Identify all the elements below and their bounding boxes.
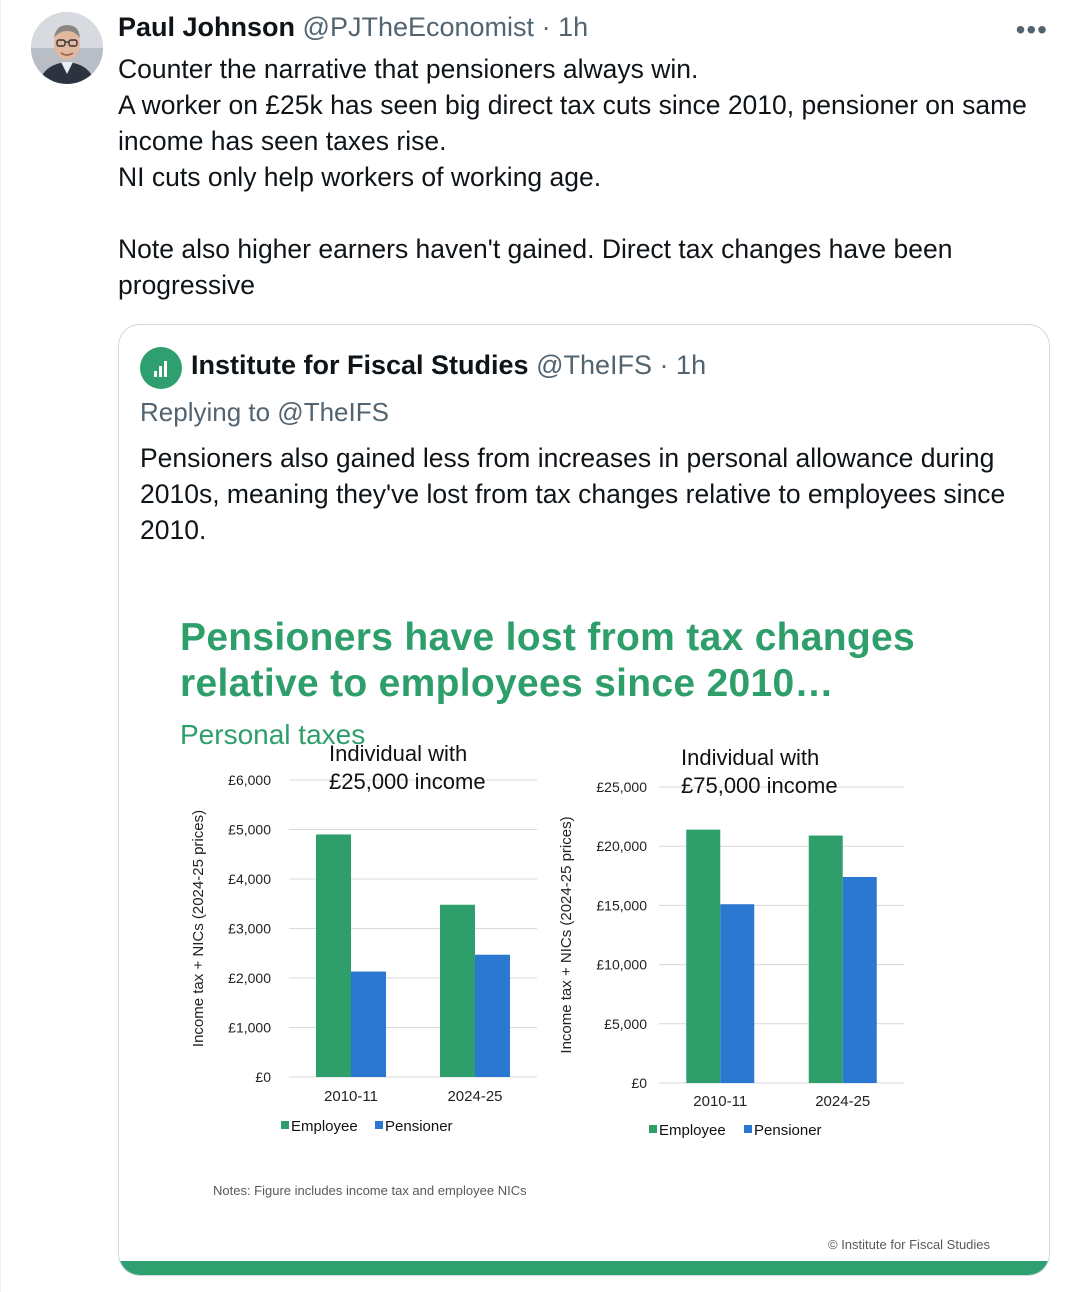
x-tick-label: 2010-11 [693,1093,748,1110]
legend-label: Employee [659,1122,726,1139]
separator-dot: · [541,12,551,42]
quoted-author-handle: @TheIFS [536,350,653,380]
y-tick-label: £15,000 [596,897,647,914]
quoted-tweet[interactable] [118,324,1050,1276]
y-tick-label: £0 [631,1075,647,1091]
y-tick-label: £5,000 [228,821,271,838]
y-tick-label: £6,000 [228,772,271,788]
tweet-header [118,12,1054,46]
figure-title: Pensioners have lost from tax changes relative to employees since 2010… [180,616,916,705]
x-tick-label: 2010-11 [324,1088,378,1105]
chart-title: £75,000 income [681,773,838,798]
bar-pensioner [843,877,877,1083]
figure-subtitle: Personal taxes [180,719,366,750]
ifs-logo-icon [140,347,182,389]
y-tick-label: £20,000 [596,838,647,855]
author-name[interactable]: Paul Johnson [118,12,296,42]
bar-employee [316,834,351,1077]
legend-label: Pensioner [754,1122,822,1139]
legend-swatch-pensioner [375,1121,383,1129]
legend-swatch-employee [281,1121,289,1129]
y-axis-label: Income tax + NICs (2024-25 prices) [558,816,575,1054]
author-handle[interactable]: @PJTheEconomist [302,12,535,42]
bar-employee [440,905,475,1077]
bar-pensioner [351,972,386,1077]
y-axis-label: Income tax + NICs (2024-25 prices) [190,809,207,1048]
quoted-tweet-text: Pensioners also gained less from increases in personal allowance during 2010s, meaning they've lost from tax changes relative to employees since 2010. [140,443,1006,545]
tweet-line: NI cuts only help workers of working age. [118,162,602,192]
author-avatar[interactable] [31,12,103,84]
figure-copyright: © Institute for Fiscal Studies [828,1237,991,1252]
y-tick-label: £10,000 [596,956,647,973]
quoted-timestamp: 1h [676,350,707,380]
tweet-text [118,51,1038,303]
y-tick-label: £2,000 [228,970,271,986]
avatar-photo-icon [31,12,103,84]
y-tick-label: £25,000 [596,779,647,795]
ifs-brand-bar [119,1261,1049,1275]
y-tick-label: £4,000 [228,871,271,887]
tweet-timestamp[interactable]: 1h [558,12,589,42]
quoted-author-name: Institute for Fiscal Studies [191,350,529,380]
legend-label: Employee [291,1118,358,1135]
figure-notes: Notes: Figure includes income tax and employee NICs [213,1183,527,1198]
separator-dot: · [659,350,669,380]
chart-25k [179,745,549,1185]
y-tick-label: £3,000 [228,920,271,937]
chart-title: Individual with [329,745,468,766]
chart-75k [549,745,929,1185]
bar-employee [686,830,720,1083]
y-tick-label: £0 [255,1069,271,1085]
tweet-line: Note also higher earners haven't gained. Direct tax changes have been progressive [118,234,953,300]
chart-image[interactable] [119,565,1049,1275]
bar-pensioner [720,904,754,1083]
replying-to: Replying to @TheIFS [140,397,389,427]
timeline-border [0,0,1,1292]
legend-swatch-pensioner [744,1125,752,1133]
bar-employee [809,836,843,1083]
chart-title: £25,000 income [329,769,486,794]
legend-label: Pensioner [385,1118,453,1135]
tweet-line: Counter the narrative that pensioners always win. [118,54,699,84]
more-options-icon[interactable]: ••• [1015,14,1048,45]
quoted-tweet-header [191,350,706,381]
y-tick-label: £1,000 [228,1019,271,1036]
legend-swatch-employee [649,1125,657,1133]
bar-pensioner [475,955,510,1077]
x-tick-label: 2024-25 [815,1093,871,1110]
tweet-line: A worker on £25k has seen big direct tax cuts since 2010, pensioner on same income has seen taxes rise. [118,90,1027,156]
chart-title: Individual with [681,745,820,770]
y-tick-label: £5,000 [604,1015,647,1032]
x-tick-label: 2024-25 [447,1088,503,1105]
